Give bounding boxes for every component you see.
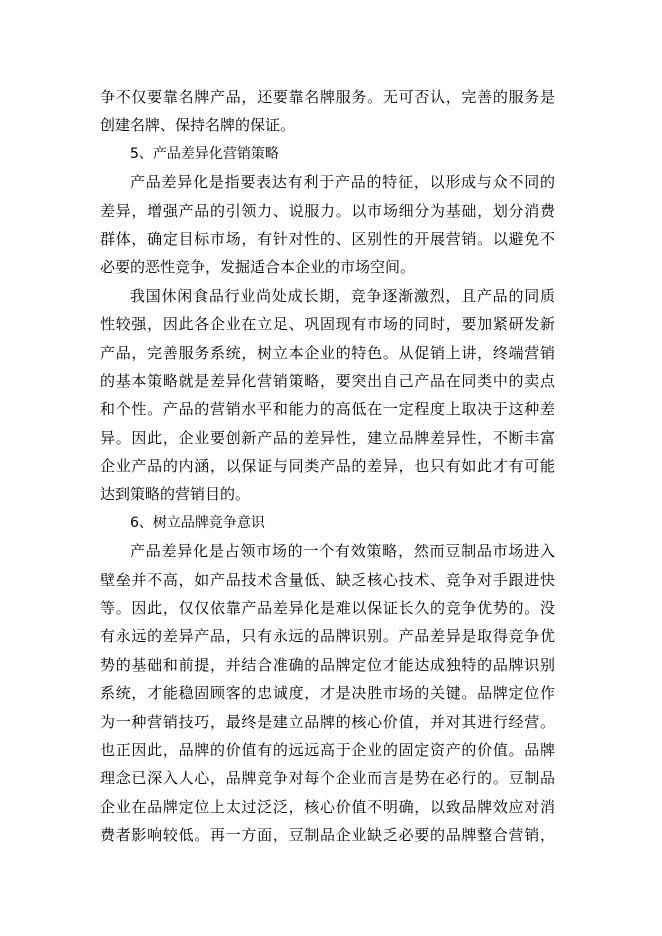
document-page bbox=[100, 83, 555, 850]
text-line: 也正因此，品牌的价值有的远远高于企业的固定资产的价值。品牌 bbox=[100, 740, 555, 759]
text-line: 理念已深入人心，品牌竞争对每个企业而言是势在必行的。豆制品 bbox=[100, 769, 555, 788]
text-line: 势的基础和前提，并结合准确的品牌定位才能达成独特的品牌识别 bbox=[100, 655, 555, 674]
text-line: 费者影响较低。再一方面，豆制品企业缺乏必要的品牌整合营销， bbox=[100, 826, 555, 845]
text-line: 异。因此，企业要创新产品的差异性，建立品牌差异性，不断丰富 bbox=[100, 428, 555, 447]
text-line: 企业在品牌定位上太过泛泛，核心价值不明确，以致品牌效应对消 bbox=[100, 797, 555, 816]
section-heading: 6、树立品牌竞争意识 bbox=[130, 514, 265, 531]
section-heading: 5、产品差异化营销策略 bbox=[130, 145, 279, 162]
text-line: 我国休闲食品行业尚处成长期，竞争逐渐激烈，且产品的同质 bbox=[130, 286, 555, 305]
text-line: 性较强，因此各企业在立足、巩固现有市场的同时，要加紧研发新 bbox=[100, 315, 555, 334]
text-line: 企业产品的内涵，以保证与同类产品的差异，也只有如此才有可能 bbox=[100, 457, 555, 476]
text-line: 产品差异化是指要表达有利于产品的特征，以形成与众不同的 bbox=[130, 173, 555, 192]
text-line: 差异，增强产品的引领力、说服力。以市场细分为基础，划分消费 bbox=[100, 201, 555, 220]
text-line: 必要的恶性竞争，发掘适合本企业的市场空间。 bbox=[100, 258, 416, 277]
text-line: 争不仅要靠名牌产品，还要靠名牌服务。无可否认，完善的服务是 bbox=[100, 88, 555, 106]
text-line: 系统，才能稳固顾客的忠诚度，才是决胜市场的关键。品牌定位作 bbox=[100, 684, 555, 703]
text-line: 有永远的差异产品，只有永远的品牌识别。产品差异是取得竞争优 bbox=[100, 627, 555, 646]
text-line: 等。因此，仅仅依靠产品差异化是难以保证长久的竞争优势的。没 bbox=[100, 599, 555, 618]
text-line: 产品，完善服务系统，树立本企业的特色。从促销上讲，终端营销 bbox=[100, 343, 555, 362]
text-line: 产品差异化是占领市场的一个有效策略，然而豆制品市场进入 bbox=[130, 542, 555, 561]
text-line: 和个性。产品的营销水平和能力的高低在一定程度上取决于这种差 bbox=[100, 400, 555, 419]
text-line: 群体，确定目标市场，有针对性的、区别性的开展营销。以避免不 bbox=[100, 229, 555, 248]
text-line: 达到策略的营销目的。 bbox=[100, 485, 251, 504]
text-line: 为一种营销技巧，最终是建立品牌的核心价值，并对其进行经营。 bbox=[100, 712, 555, 731]
text-line: 创建名牌、保持名牌的保证。 bbox=[100, 116, 296, 135]
text-line: 的基本策略就是差异化营销策略，要突出自己产品在同类中的卖点 bbox=[100, 371, 555, 390]
text-line: 壁垒并不高，如产品技术含量低、缺乏核心技术、竞争对手跟进快 bbox=[100, 570, 555, 589]
